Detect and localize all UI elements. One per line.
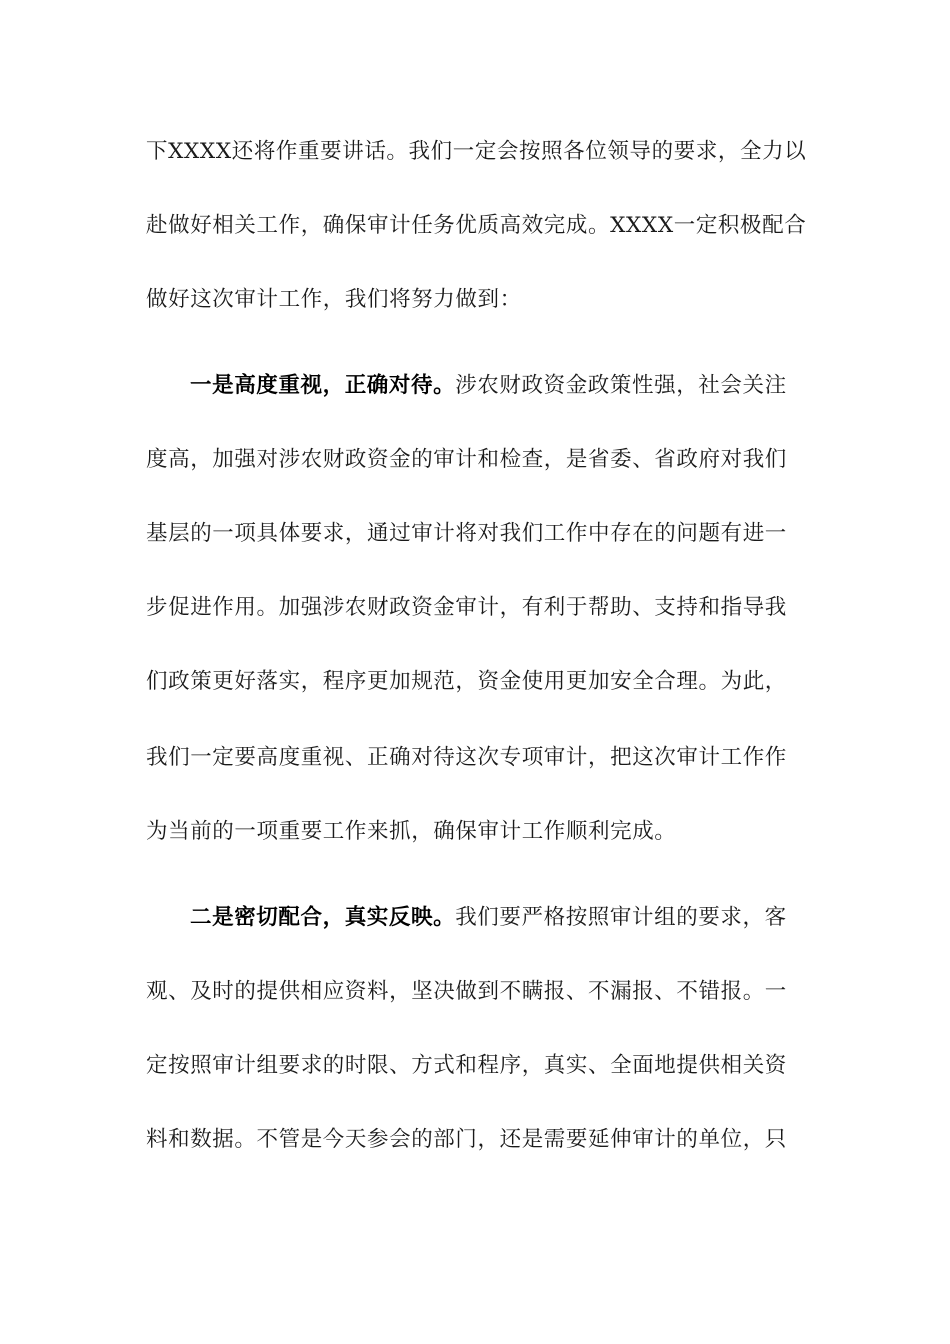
text-line: 基层的一项具体要求，通过审计将对我们工作中存在的问题有进一 xyxy=(146,521,787,546)
text-line: 定按照审计组要求的时限、方式和程序，真实、全面地提供相关资 xyxy=(146,1053,787,1078)
paragraph-first-line xyxy=(190,898,806,938)
paragraph-text: 我们要严格按照审计组的要求，客 xyxy=(455,905,787,930)
text-line: 们政策更好落实，程序更加规范，资金使用更加安全合理。为此， xyxy=(146,669,787,694)
text-line: 为当前的一项重要工作来抓，确保审计工作顺利完成。 xyxy=(146,819,677,844)
text-line: 赴做好相关工作，确保审计任务优质高效完成。XXXX一定积极配合 xyxy=(146,213,807,238)
paragraph-heading: 一是高度重视，正确对待。 xyxy=(190,373,456,398)
paragraph-text: 涉农财政资金政策性强，社会关注 xyxy=(455,373,787,398)
text-line: 做好这次审计工作，我们将努力做到： xyxy=(146,287,522,312)
text-line: 我们一定要高度重视、正确对待这次专项审计，把这次审计工作作 xyxy=(146,745,787,770)
paragraph-first-line xyxy=(190,366,806,406)
text-line: 度高，加强对涉农财政资金的审计和检查，是省委、省政府对我们 xyxy=(146,447,787,472)
text-line: 料和数据。不管是今天参会的部门，还是需要延伸审计的单位，只 xyxy=(146,1127,787,1152)
text-line: 观、及时的提供相应资料，坚决做到不瞒报、不漏报、不错报。一 xyxy=(146,979,787,1004)
text-line: 步促进作用。加强涉农财政资金审计，有利于帮助、支持和指导我 xyxy=(146,595,787,620)
paragraph-heading: 二是密切配合，真实反映。 xyxy=(190,905,456,930)
text-line: 下XXXX还将作重要讲话。我们一定会按照各位领导的要求，全力以 xyxy=(146,139,807,164)
